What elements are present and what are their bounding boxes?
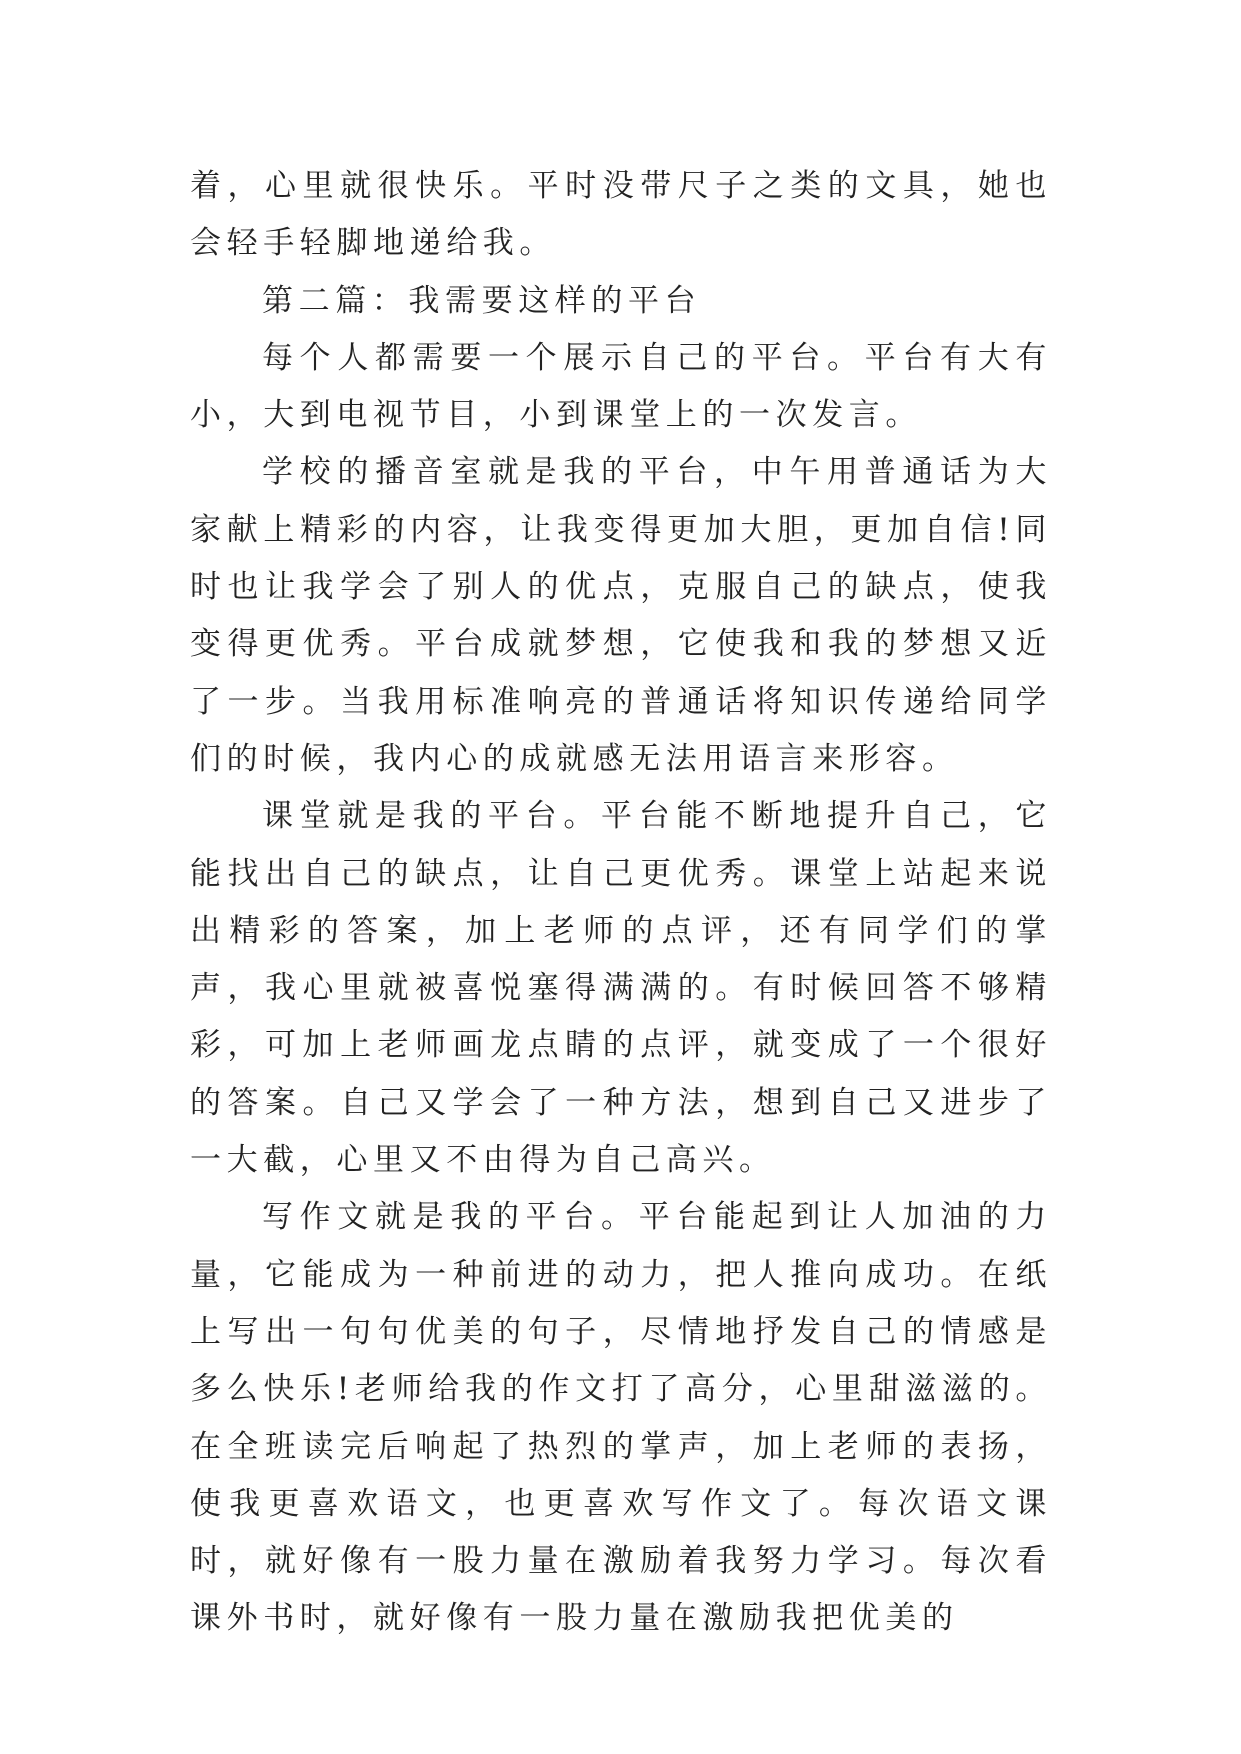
body-text	[190, 158, 1052, 1648]
paragraph: 学校的播音室就是我的平台，中午用普通话为大家献上精彩的内容，让我变得更加大胆，更加自信!同时也让我学会了别人的优点，克服自己的缺点，使我变得更优秀。平台成就梦想，它使我和我的梦想又近了一步。当我用标准响亮的普通话将知识传递给同学们的时候，我内心的成就感无法用语言来形容。	[190, 454, 1052, 777]
section-heading: 第二篇：我需要这样的平台	[262, 282, 702, 319]
paragraph: 课堂就是我的平台。平台能不断地提升自己，它能找出自己的缺点，让自己更优秀。课堂上站起来说出精彩的答案，加上老师的点评，还有同学们的掌声，我心里就被喜悦塞得满满的。有时候回答不够精彩，可加上老师画龙点睛的点评，就变成了一个很好的答案。自己又学会了一种方法，想到自己又进步了一大截，心里又不由得为自己高兴。	[190, 798, 1052, 1179]
paragraph-continuation: 着，心里就很快乐。平时没带尺子之类的文具，她也会轻手轻脚地递给我。	[190, 168, 1052, 262]
paragraph: 写作文就是我的平台。平台能起到让人加油的力量，它能成为一种前进的动力，把人推向成功。在纸上写出一句句优美的句子，尽情地抒发自己的情感是多么快乐!老师给我的作文打了高分，心里甜滋滋的。在全班读完后响起了热烈的掌声，加上老师的表扬，使我更喜欢语文，也更喜欢写作文了。每次语文课时，就好像有一股力量在激励着我努力学习。每次看课外书时，就好像有一股力量在激励我把优美的	[190, 1199, 1052, 1637]
paragraph: 每个人都需要一个展示自己的平台。平台有大有小，大到电视节目，小到课堂上的一次发言。	[190, 339, 1052, 434]
